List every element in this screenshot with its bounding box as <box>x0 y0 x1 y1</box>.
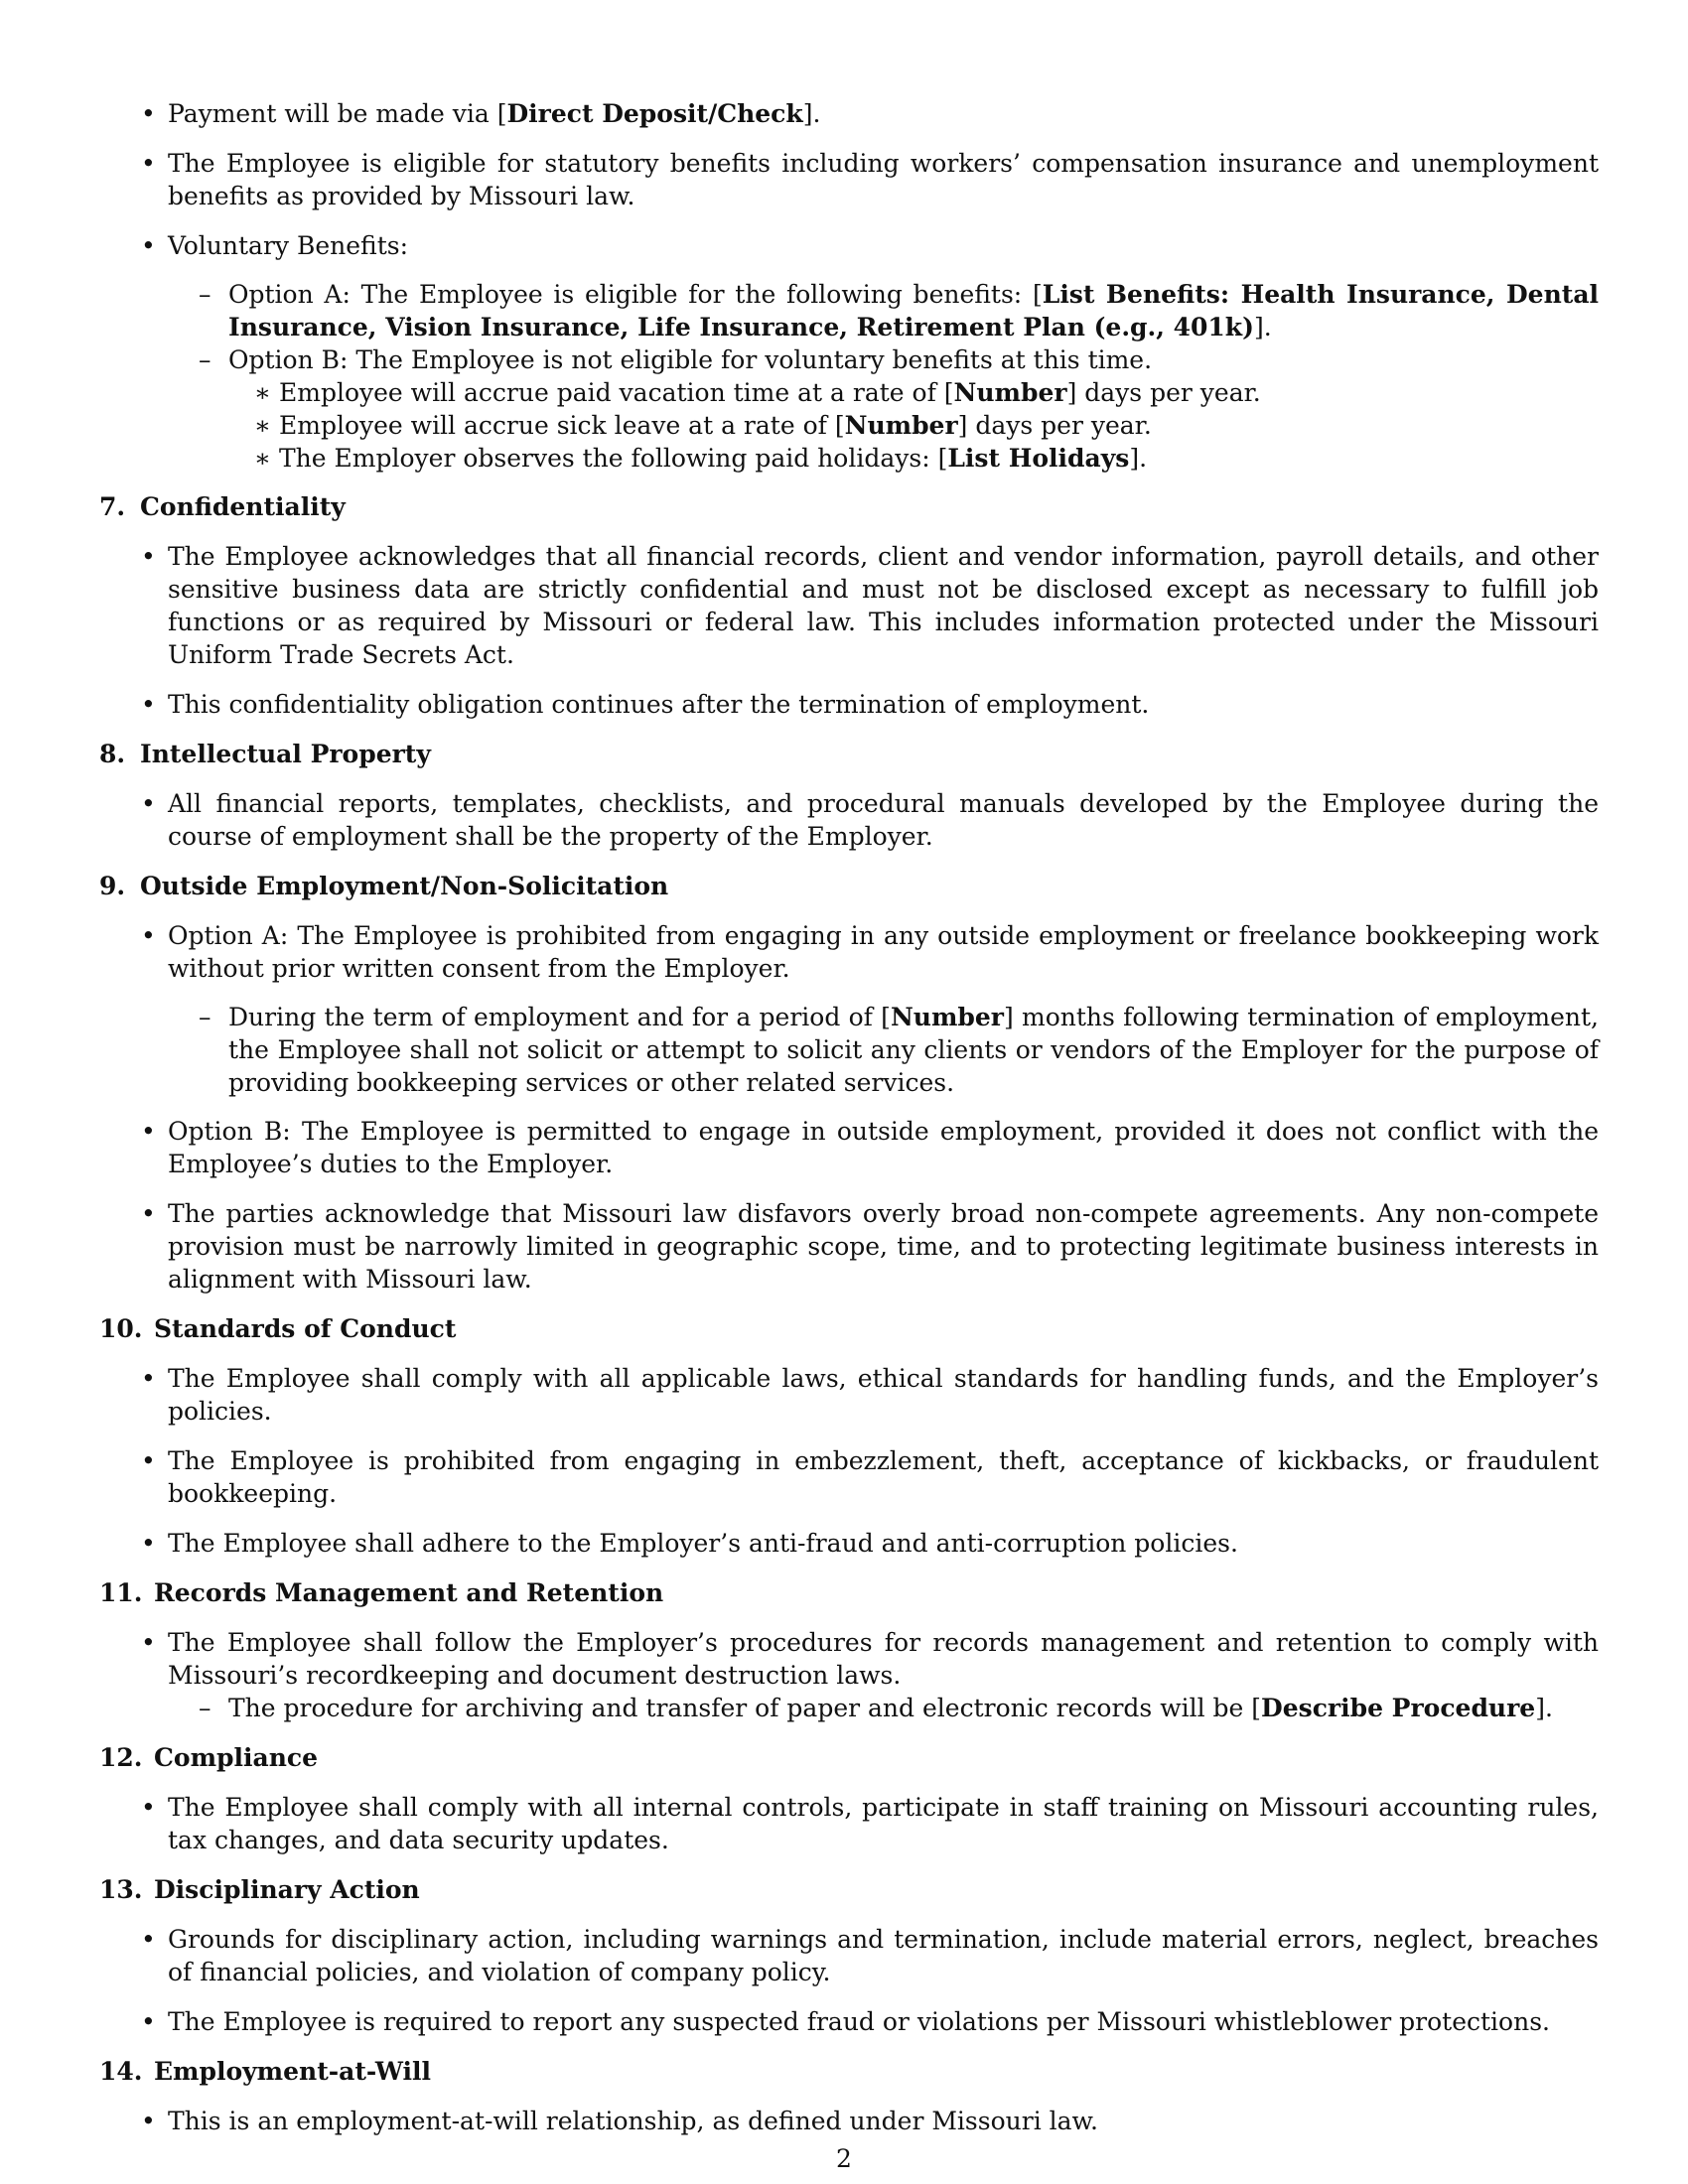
disciplinary-bullet: • Grounds for disciplinary action, including warnings and termination, include material errors, neglect, breaches of financial policies, and violation of company policy. <box>99 1923 1599 1988</box>
confidentiality-bullet: • The Employee acknowledges that all financial records, client and vendor information, payroll details, and other sensitive business data are strictly confidential and must not be disclosed except as necessary to fulfill job functions or as required by Missouri or federal law. This includes information protected under the Missouri Uniform Trade Secrets Act. <box>99 540 1599 671</box>
statutory-benefits-bullet: • The Employee is eligible for statutory benefits including workers’ compensation insurance and unemployment benefits as provided by Missouri law. <box>99 147 1599 212</box>
page-number: 2 <box>836 2144 852 2173</box>
outside-employment-bullet: • The parties acknowledge that Missouri law disfavors overly broad non-compete agreements. Any non-compete provision must be narrowly limited in geographic scope, time, and to protecting legitimate business interests in alignment with Missouri law. <box>99 1197 1599 1296</box>
section-heading-records-management: 11. Records Management and Retention <box>99 1578 664 1607</box>
section-heading-employment-at-will: 14. Employment-at-Will <box>99 2057 432 2086</box>
conduct-bullet: • The Employee is prohibited from engaging in embezzlement, theft, acceptance of kickbacks, or fraudulent bookkeeping. <box>99 1444 1599 1510</box>
conduct-bullet: • The Employee shall adhere to the Employer’s anti-fraud and anti-corruption policies. <box>99 1527 1599 1560</box>
section-heading-confidentiality: 7. Confidentiality <box>99 492 346 521</box>
records-bullet: • The Employee shall follow the Employer’s procedures for records management and retention to comply with Missouri’s recordkeeping and document destruction laws. <box>99 1626 1599 1692</box>
payment-bullet: • Payment will be made via [Direct Deposit/Check]. <box>99 97 1599 130</box>
section-heading-compliance: 12. Compliance <box>99 1743 319 1772</box>
conduct-bullet: • The Employee shall comply with all applicable laws, ethical standards for handling funds, and the Employer’s policies. <box>99 1362 1599 1428</box>
outside-employment-bullet: • Option B: The Employee is permitted to engage in outside employment, provided it does not conflict with the Employee’s duties to the Employer. <box>99 1115 1599 1180</box>
voluntary-benefits-bullet: • Voluntary Benefits: <box>99 229 1599 262</box>
non-solicitation-group <box>99 1001 1599 1099</box>
option-b-item: – Option B: The Employee is not eligible for voluntary benefits at this time. <box>99 343 1599 376</box>
section-heading-disciplinary-action: 13. Disciplinary Action <box>99 1875 420 1904</box>
employment-at-will-bullet: • This is an employment-at-will relationship, as defined under Missouri law. <box>99 2105 1599 2137</box>
intellectual-property-bullet: • All financial reports, templates, checklists, and procedural manuals developed by the Employee during the course of employment shall be the property of the Employer. <box>99 787 1599 853</box>
confidentiality-bullet: • This confidentiality obligation continues after the termination of employment. <box>99 688 1599 721</box>
section-heading-standards-of-conduct: 10. Standards of Conduct <box>99 1314 457 1343</box>
compliance-bullet: • The Employee shall comply with all internal controls, participate in staff training on Missouri accounting rules, tax changes, and data security updates. <box>99 1791 1599 1856</box>
option-a-item: – Option A: The Employee is eligible for the following benefits: [List Benefits: Health Insurance, Dental Insurance, Vision Insurance, Life Insurance, Retirement Plan (e.g., 401k)]. <box>99 278 1599 343</box>
outside-employment-bullet: • Option A: The Employee is prohibited from engaging in any outside employment or freelance bookkeeping work without prior written consent from the Employer. <box>99 919 1599 985</box>
disciplinary-bullet: • The Employee is required to report any suspected fraud or violations per Missouri whistleblower protections. <box>99 2005 1599 2038</box>
sick-leave-item: ∗ Employee will accrue sick leave at a rate of [Number] days per year. <box>99 409 1599 442</box>
document-page <box>99 97 1599 2154</box>
vacation-item: ∗ Employee will accrue paid vacation time at a rate of [Number] days per year. <box>99 376 1599 409</box>
section-heading-outside-employment: 9. Outside Employment/Non-Solicitation <box>99 872 669 900</box>
voluntary-benefits-options <box>99 278 1599 475</box>
non-solicitation-item: – During the term of employment and for a period of [Number] months following termination of employment, the Employee shall not solicit or attempt to solicit any clients or vendors of the Employer for the purpose of providing bookkeeping services or other related services. <box>99 1001 1599 1099</box>
holidays-item: ∗ The Employer observes the following paid holidays: [List Holidays]. <box>99 442 1599 475</box>
records-procedure-item: – The procedure for archiving and transfer of paper and electronic records will be [Describe Procedure]. <box>99 1692 1599 1724</box>
section-heading-intellectual-property: 8. Intellectual Property <box>99 740 431 768</box>
